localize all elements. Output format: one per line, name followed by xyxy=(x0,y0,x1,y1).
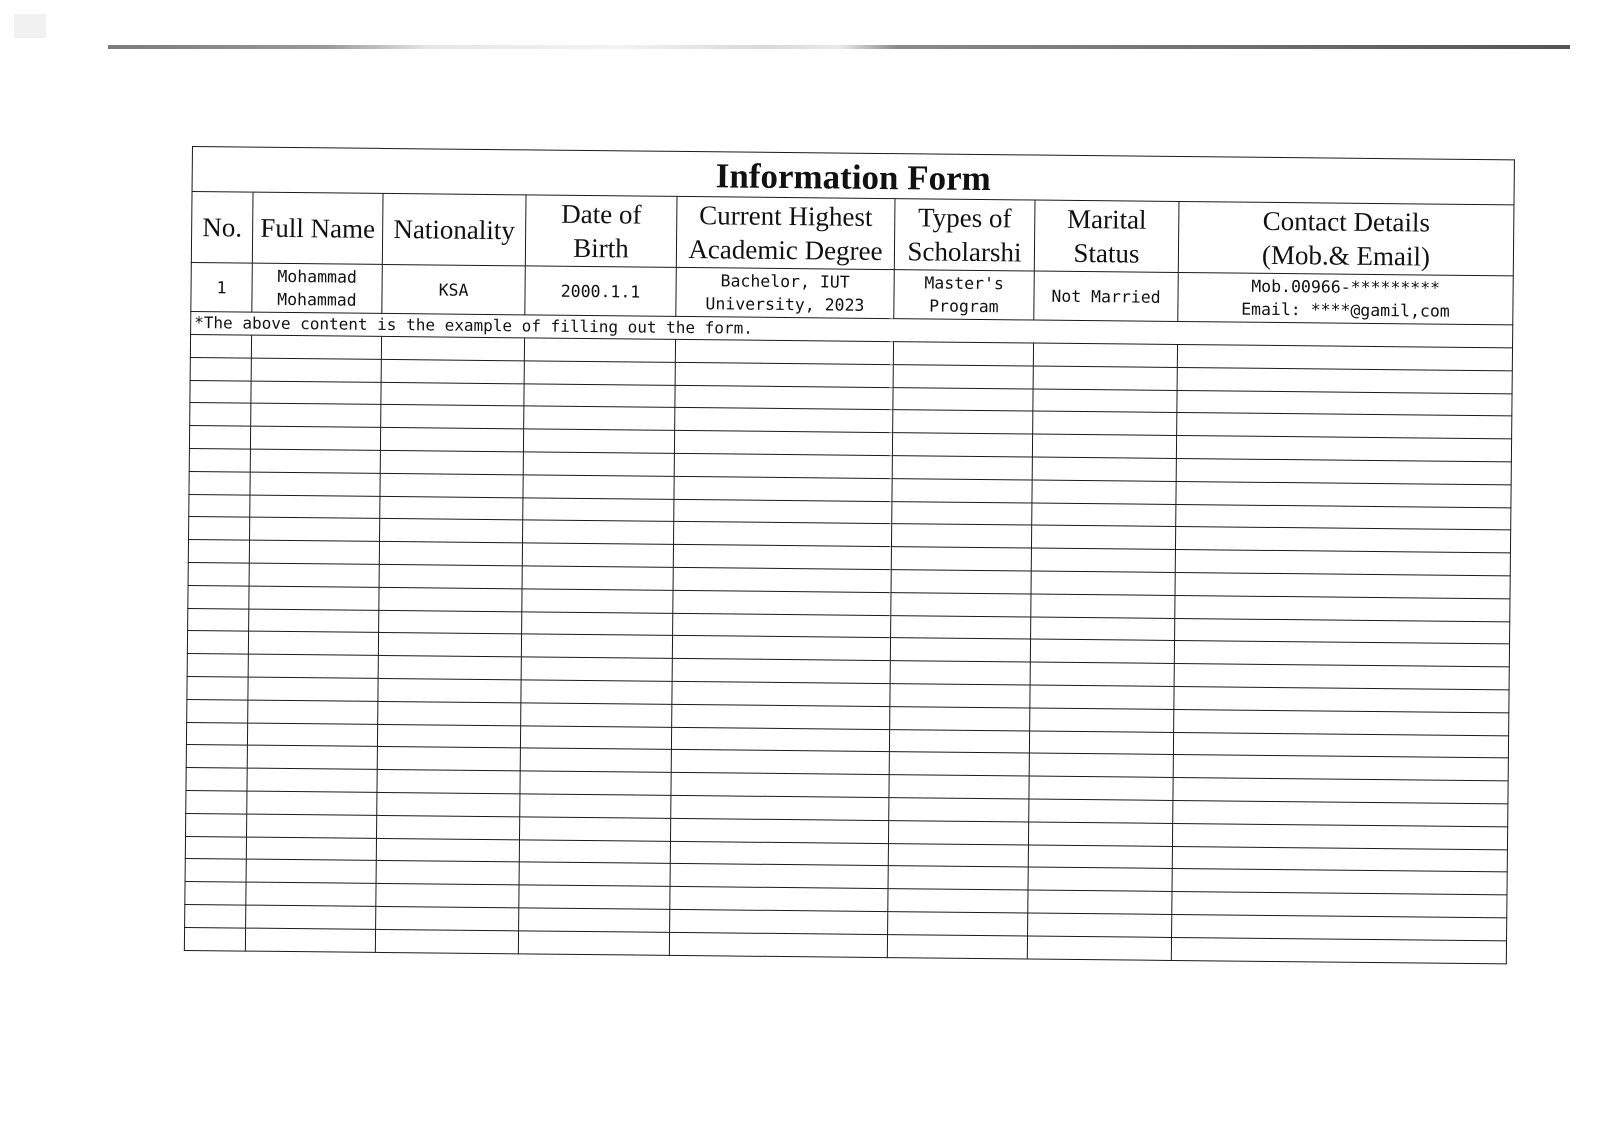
cell-line: Program xyxy=(929,296,999,317)
blank-cell-scholarship-type[interactable] xyxy=(892,433,1032,457)
form-title: Information Form xyxy=(192,147,1514,205)
cell-line: Nationality xyxy=(393,214,516,246)
blank-cell-academic-degree[interactable] xyxy=(675,385,893,410)
scan-edge-line xyxy=(108,45,1570,49)
blank-cell-contact-details[interactable] xyxy=(1173,755,1508,781)
blank-cell-date-of-birth[interactable] xyxy=(524,406,675,430)
blank-cell-contact-details[interactable] xyxy=(1177,367,1512,393)
blank-cell-nationality[interactable] xyxy=(380,428,523,452)
blank-cell-date-of-birth[interactable] xyxy=(519,885,670,909)
blank-cell-full-name[interactable] xyxy=(246,837,376,861)
blank-cell-nationality[interactable] xyxy=(377,770,520,794)
blank-cell-full-name[interactable] xyxy=(246,859,376,883)
blank-cell-no[interactable] xyxy=(187,631,248,654)
blank-cell-nationality[interactable] xyxy=(377,724,520,748)
blank-cell-marital-status[interactable] xyxy=(1032,457,1176,481)
blank-cell-contact-details[interactable] xyxy=(1175,550,1510,576)
blank-cell-scholarship-type[interactable] xyxy=(892,478,1032,502)
cell-line: Current Highest xyxy=(699,200,873,232)
blank-cell-date-of-birth[interactable] xyxy=(523,475,674,499)
blank-cell-date-of-birth[interactable] xyxy=(524,361,675,385)
form-table xyxy=(184,146,1515,964)
blank-cell-scholarship-type[interactable] xyxy=(889,775,1029,799)
blank-cell-full-name[interactable] xyxy=(246,882,376,906)
blank-cell-marital-status[interactable] xyxy=(1033,411,1177,435)
blank-cell-nationality[interactable] xyxy=(378,633,521,657)
blank-cell-nationality[interactable] xyxy=(380,496,523,520)
blank-cell-scholarship-type[interactable] xyxy=(889,798,1029,822)
blank-cell-nationality[interactable] xyxy=(376,838,519,862)
blank-cell-scholarship-type[interactable] xyxy=(888,889,1028,913)
blank-cell-marital-status[interactable] xyxy=(1027,936,1171,960)
blank-cell-no[interactable] xyxy=(185,882,246,905)
header-nationality xyxy=(382,193,526,265)
blank-cell-academic-degree[interactable] xyxy=(674,431,892,456)
blank-cell-academic-degree[interactable] xyxy=(673,590,891,615)
blank-cell-date-of-birth[interactable] xyxy=(521,703,672,727)
blank-cell-full-name[interactable] xyxy=(247,745,377,769)
cell-line: Status xyxy=(1073,237,1140,269)
cell-line: Types of xyxy=(917,202,1012,234)
blank-cell-nationality[interactable] xyxy=(379,610,522,634)
blank-cell-full-name[interactable] xyxy=(250,495,380,519)
blank-cell-contact-details[interactable] xyxy=(1173,800,1508,826)
blank-cell-contact-details[interactable] xyxy=(1171,937,1506,963)
blank-cell-date-of-birth[interactable] xyxy=(521,680,672,704)
blank-cell-full-name[interactable] xyxy=(248,654,378,678)
blank-cell-contact-details[interactable] xyxy=(1174,641,1509,667)
blank-cell-academic-degree[interactable] xyxy=(675,362,893,387)
blank-cell-full-name[interactable] xyxy=(249,563,379,587)
blank-cell-contact-details[interactable] xyxy=(1175,618,1510,644)
header-marital-status xyxy=(1034,200,1179,272)
cell-line: Mob.00966-********* xyxy=(1251,276,1441,298)
blank-cell-scholarship-type[interactable] xyxy=(891,615,1031,639)
blank-cell-academic-degree[interactable] xyxy=(671,773,889,798)
example-nationality xyxy=(382,264,525,314)
blank-cell-no[interactable] xyxy=(188,540,249,563)
blank-cell-full-name[interactable] xyxy=(249,609,379,633)
blank-cell-scholarship-type[interactable] xyxy=(891,524,1031,548)
blank-cell-academic-degree[interactable] xyxy=(673,522,891,547)
blank-cell-nationality[interactable] xyxy=(380,450,523,474)
blank-cell-marital-status[interactable] xyxy=(1031,594,1175,618)
blank-cell-contact-details[interactable] xyxy=(1177,413,1512,439)
cell-line: Marital xyxy=(1066,203,1147,235)
blank-cell-date-of-birth[interactable] xyxy=(520,725,671,749)
example-academic-degree xyxy=(676,267,894,318)
blank-cell-academic-degree[interactable] xyxy=(671,795,889,820)
blank-cell-full-name[interactable] xyxy=(249,540,379,564)
blank-cell-marital-status[interactable] xyxy=(1032,434,1176,458)
header-date-of-birth xyxy=(525,195,677,268)
example-no xyxy=(191,262,252,312)
blank-cell-no[interactable] xyxy=(185,904,246,927)
blank-cell-marital-status[interactable] xyxy=(1028,867,1172,891)
cell-line: Bachelor, IUT xyxy=(720,271,850,292)
blank-cell-nationality[interactable] xyxy=(381,336,524,360)
blank-cell-scholarship-type[interactable] xyxy=(887,934,1027,958)
header-no xyxy=(191,192,253,264)
example-marital-status xyxy=(1034,271,1178,321)
blank-cell-contact-details[interactable] xyxy=(1177,344,1512,370)
header-contact-details xyxy=(1178,201,1514,275)
blank-cell-full-name[interactable] xyxy=(250,449,380,473)
blank-cell-nationality[interactable] xyxy=(375,929,518,953)
cell-line: KSA xyxy=(438,280,469,300)
blank-cell-academic-degree[interactable] xyxy=(672,681,890,706)
blank-cell-academic-degree[interactable] xyxy=(672,636,890,661)
blank-cell-date-of-birth[interactable] xyxy=(519,817,670,841)
blank-cell-no[interactable] xyxy=(190,357,251,380)
blank-cell-full-name[interactable] xyxy=(249,586,379,610)
blank-cell-contact-details[interactable] xyxy=(1172,846,1507,872)
blank-cell-contact-details[interactable] xyxy=(1176,458,1511,484)
blank-cell-marital-status[interactable] xyxy=(1032,503,1176,527)
blank-cell-date-of-birth[interactable] xyxy=(520,748,671,772)
blank-cell-date-of-birth[interactable] xyxy=(522,589,673,613)
blank-cell-nationality[interactable] xyxy=(376,884,519,908)
blank-cell-academic-degree[interactable] xyxy=(671,750,889,775)
blank-cell-full-name[interactable] xyxy=(247,814,377,838)
blank-cell-full-name[interactable] xyxy=(248,677,378,701)
blank-cell-scholarship-type[interactable] xyxy=(889,729,1029,753)
blank-cell-academic-degree[interactable] xyxy=(674,476,892,501)
blank-cell-contact-details[interactable] xyxy=(1176,436,1511,462)
blank-cell-full-name[interactable] xyxy=(250,472,380,496)
blank-cell-date-of-birth[interactable] xyxy=(518,931,669,955)
blank-cell-scholarship-type[interactable] xyxy=(892,501,1032,525)
blank-cell-no[interactable] xyxy=(188,562,249,585)
cell-line: Mohammad xyxy=(277,266,358,287)
blank-cell-contact-details[interactable] xyxy=(1172,914,1507,940)
blank-cell-no[interactable] xyxy=(186,745,247,768)
blank-cell-scholarship-type[interactable] xyxy=(888,820,1028,844)
example-contact-details xyxy=(1178,272,1514,324)
blank-cell-scholarship-type[interactable] xyxy=(893,387,1033,411)
blank-cell-no[interactable] xyxy=(189,517,250,540)
blank-cell-academic-degree[interactable] xyxy=(673,613,891,638)
blank-cell-nationality[interactable] xyxy=(378,678,521,702)
blank-cell-academic-degree[interactable] xyxy=(674,453,892,478)
cell-line: 1 xyxy=(216,277,227,297)
blank-cell-marital-status[interactable] xyxy=(1028,890,1172,914)
blank-cell-full-name[interactable] xyxy=(247,791,377,815)
blank-cell-marital-status[interactable] xyxy=(1032,480,1176,504)
blank-cell-scholarship-type[interactable] xyxy=(890,684,1030,708)
cell-line: No. xyxy=(202,212,243,243)
blank-cell-contact-details[interactable] xyxy=(1176,481,1511,507)
blank-cell-full-name[interactable] xyxy=(251,381,381,405)
blank-cell-no[interactable] xyxy=(186,722,247,745)
blank-cell-scholarship-type[interactable] xyxy=(890,706,1030,730)
blank-cell-academic-degree[interactable] xyxy=(670,864,888,889)
blank-cell-date-of-birth[interactable] xyxy=(522,543,673,567)
blank-cell-no[interactable] xyxy=(185,836,246,859)
blank-cell-scholarship-type[interactable] xyxy=(890,638,1030,662)
blank-cell-contact-details[interactable] xyxy=(1175,527,1510,553)
blank-cell-marital-status[interactable] xyxy=(1031,525,1175,549)
cell-line: Master's xyxy=(924,273,1004,294)
blank-cell-nationality[interactable] xyxy=(381,359,524,383)
blank-cell-scholarship-type[interactable] xyxy=(893,410,1033,434)
blank-cell-marital-status[interactable] xyxy=(1029,731,1173,755)
blank-cell-contact-details[interactable] xyxy=(1175,572,1510,598)
blank-cell-nationality[interactable] xyxy=(376,906,519,930)
blank-cell-marital-status[interactable] xyxy=(1031,617,1175,641)
blank-cell-marital-status[interactable] xyxy=(1029,776,1173,800)
blank-cell-no[interactable] xyxy=(187,699,248,722)
blank-cell-no[interactable] xyxy=(185,859,246,882)
blank-cell-scholarship-type[interactable] xyxy=(893,364,1033,388)
blank-cell-nationality[interactable] xyxy=(381,405,524,429)
blank-cell-no[interactable] xyxy=(190,334,251,357)
blank-cell-marital-status[interactable] xyxy=(1028,845,1172,869)
blank-cell-scholarship-type[interactable] xyxy=(888,866,1028,890)
blank-cell-full-name[interactable] xyxy=(251,358,381,382)
header-full-name xyxy=(252,192,383,264)
blank-cell-no[interactable] xyxy=(188,585,249,608)
blank-cell-contact-details[interactable] xyxy=(1172,892,1507,918)
blank-cell-nationality[interactable] xyxy=(378,701,521,725)
blank-cell-no[interactable] xyxy=(187,676,248,699)
blank-cell-academic-degree[interactable] xyxy=(675,408,893,433)
blank-cell-scholarship-type[interactable] xyxy=(893,342,1033,366)
blank-cell-full-name[interactable] xyxy=(251,404,381,428)
blank-cell-academic-degree[interactable] xyxy=(670,818,888,843)
example-full-name xyxy=(252,263,382,313)
blank-cell-date-of-birth[interactable] xyxy=(520,794,671,818)
blank-cell-full-name[interactable] xyxy=(248,631,378,655)
blank-cell-contact-details[interactable] xyxy=(1176,504,1511,530)
blank-cell-nationality[interactable] xyxy=(377,792,520,816)
blank-cell-no[interactable] xyxy=(186,790,247,813)
blank-cell-contact-details[interactable] xyxy=(1174,664,1509,690)
blank-cell-scholarship-type[interactable] xyxy=(892,456,1032,480)
blank-cell-no[interactable] xyxy=(189,471,250,494)
blank-cell-full-name[interactable] xyxy=(246,905,376,929)
blank-cell-academic-degree[interactable] xyxy=(669,932,887,957)
blank-cell-contact-details[interactable] xyxy=(1173,732,1508,758)
blank-cell-no[interactable] xyxy=(184,927,245,950)
scan-artifact xyxy=(14,14,46,38)
blank-cell-marital-status[interactable] xyxy=(1030,639,1174,663)
blank-cell-academic-degree[interactable] xyxy=(673,567,891,592)
blank-cell-nationality[interactable] xyxy=(380,473,523,497)
blank-cell-nationality[interactable] xyxy=(379,542,522,566)
blank-cell-no[interactable] xyxy=(187,654,248,677)
cell-line: 2000.1.1 xyxy=(560,281,641,302)
blank-cell-nationality[interactable] xyxy=(380,519,523,543)
blank-cell-full-name[interactable] xyxy=(250,517,380,541)
example-note: *The above content is the example of filling out the form. xyxy=(191,311,1513,347)
blank-cell-nationality[interactable] xyxy=(379,587,522,611)
blank-cell-contact-details[interactable] xyxy=(1174,686,1509,712)
blank-cell-marital-status[interactable] xyxy=(1028,822,1172,846)
blank-cell-date-of-birth[interactable] xyxy=(522,520,673,544)
cell-line: Scholarshi xyxy=(907,236,1022,268)
blank-cell-no[interactable] xyxy=(190,380,251,403)
blank-cell-marital-status[interactable] xyxy=(1030,685,1174,709)
cell-line: University, 2023 xyxy=(705,294,865,315)
blank-cell-marital-status[interactable] xyxy=(1033,366,1177,390)
blank-cell-academic-degree[interactable] xyxy=(673,545,891,570)
blank-cell-academic-degree[interactable] xyxy=(670,887,888,912)
example-date-of-birth xyxy=(525,266,676,317)
blank-cell-no[interactable] xyxy=(190,403,251,426)
example-scholarship-type xyxy=(894,270,1034,320)
blank-cell-date-of-birth[interactable] xyxy=(524,383,675,407)
blank-cell-contact-details[interactable] xyxy=(1174,709,1509,735)
blank-cell-nationality[interactable] xyxy=(376,861,519,885)
cell-line: Mohammad xyxy=(277,289,357,310)
blank-cell-academic-degree[interactable] xyxy=(670,841,888,866)
blank-cell-marital-status[interactable] xyxy=(1030,708,1174,732)
blank-cell-marital-status[interactable] xyxy=(1033,389,1177,413)
blank-cell-academic-degree[interactable] xyxy=(672,704,890,729)
information-form xyxy=(184,146,1514,964)
blank-cell-academic-degree[interactable] xyxy=(671,727,889,752)
cell-line: Email: ****@gamil,com xyxy=(1241,299,1450,321)
blank-cell-marital-status[interactable] xyxy=(1029,799,1173,823)
blank-cell-nationality[interactable] xyxy=(377,747,520,771)
cell-line: Full Name xyxy=(260,212,376,244)
blank-cell-date-of-birth[interactable] xyxy=(523,429,674,453)
blank-cell-date-of-birth[interactable] xyxy=(521,657,672,681)
cell-line: Not Married xyxy=(1051,286,1161,307)
blank-cell-scholarship-type[interactable] xyxy=(891,547,1031,571)
blank-cell-contact-details[interactable] xyxy=(1177,390,1512,416)
blank-cell-date-of-birth[interactable] xyxy=(519,908,670,932)
blank-cell-marital-status[interactable] xyxy=(1029,753,1173,777)
cell-line: Date of xyxy=(561,198,642,230)
blank-cell-contact-details[interactable] xyxy=(1173,778,1508,804)
header-scholarship-type xyxy=(894,199,1035,271)
blank-cell-date-of-birth[interactable] xyxy=(519,862,670,886)
cell-line: Academic Degree xyxy=(688,234,883,266)
blank-cell-date-of-birth[interactable] xyxy=(523,497,674,521)
blank-cell-full-name[interactable] xyxy=(250,426,380,450)
blank-cell-no[interactable] xyxy=(186,768,247,791)
blank-cell-no[interactable] xyxy=(188,608,249,631)
blank-cell-academic-degree[interactable] xyxy=(674,499,892,524)
blank-cell-marital-status[interactable] xyxy=(1033,343,1177,367)
blank-cell-contact-details[interactable] xyxy=(1175,595,1510,621)
blank-cell-no[interactable] xyxy=(189,494,250,517)
blank-cell-contact-details[interactable] xyxy=(1172,869,1507,895)
blank-cell-full-name[interactable] xyxy=(247,723,377,747)
blank-cell-nationality[interactable] xyxy=(377,815,520,839)
blank-cell-full-name[interactable] xyxy=(248,700,378,724)
blank-cell-date-of-birth[interactable] xyxy=(522,566,673,590)
blank-cell-no[interactable] xyxy=(189,426,250,449)
blank-cell-marital-status[interactable] xyxy=(1030,662,1174,686)
blank-cell-scholarship-type[interactable] xyxy=(888,843,1028,867)
blank-cell-date-of-birth[interactable] xyxy=(520,771,671,795)
blank-cell-date-of-birth[interactable] xyxy=(521,634,672,658)
blank-cell-date-of-birth[interactable] xyxy=(524,338,675,362)
blank-cell-scholarship-type[interactable] xyxy=(891,592,1031,616)
blank-cell-no[interactable] xyxy=(186,813,247,836)
cell-line: Birth xyxy=(573,232,629,264)
blank-cell-academic-degree[interactable] xyxy=(675,339,893,364)
cell-line: (Mob.& Email) xyxy=(1261,239,1431,272)
blank-cell-date-of-birth[interactable] xyxy=(522,611,673,635)
blank-cell-no[interactable] xyxy=(189,448,250,471)
header-academic-degree xyxy=(676,196,895,269)
blank-cell-nationality[interactable] xyxy=(378,656,521,680)
blank-cell-academic-degree[interactable] xyxy=(672,659,890,684)
blank-cell-date-of-birth[interactable] xyxy=(523,452,674,476)
blank-cell-scholarship-type[interactable] xyxy=(888,912,1028,936)
blank-cell-nationality[interactable] xyxy=(381,382,524,406)
blank-cell-scholarship-type[interactable] xyxy=(890,661,1030,685)
blank-cell-scholarship-type[interactable] xyxy=(889,752,1029,776)
blank-cell-academic-degree[interactable] xyxy=(670,909,888,934)
blank-cell-marital-status[interactable] xyxy=(1031,571,1175,595)
blank-cell-contact-details[interactable] xyxy=(1172,823,1507,849)
blank-cell-marital-status[interactable] xyxy=(1028,913,1172,937)
blank-cell-date-of-birth[interactable] xyxy=(519,839,670,863)
blank-cell-full-name[interactable] xyxy=(251,335,381,359)
blank-cell-full-name[interactable] xyxy=(245,928,375,952)
cell-line: Contact Details xyxy=(1262,205,1431,238)
blank-cell-full-name[interactable] xyxy=(247,768,377,792)
blank-cell-scholarship-type[interactable] xyxy=(891,570,1031,594)
blank-cell-marital-status[interactable] xyxy=(1031,548,1175,572)
header-row xyxy=(191,192,1514,276)
blank-cell-nationality[interactable] xyxy=(379,564,522,588)
